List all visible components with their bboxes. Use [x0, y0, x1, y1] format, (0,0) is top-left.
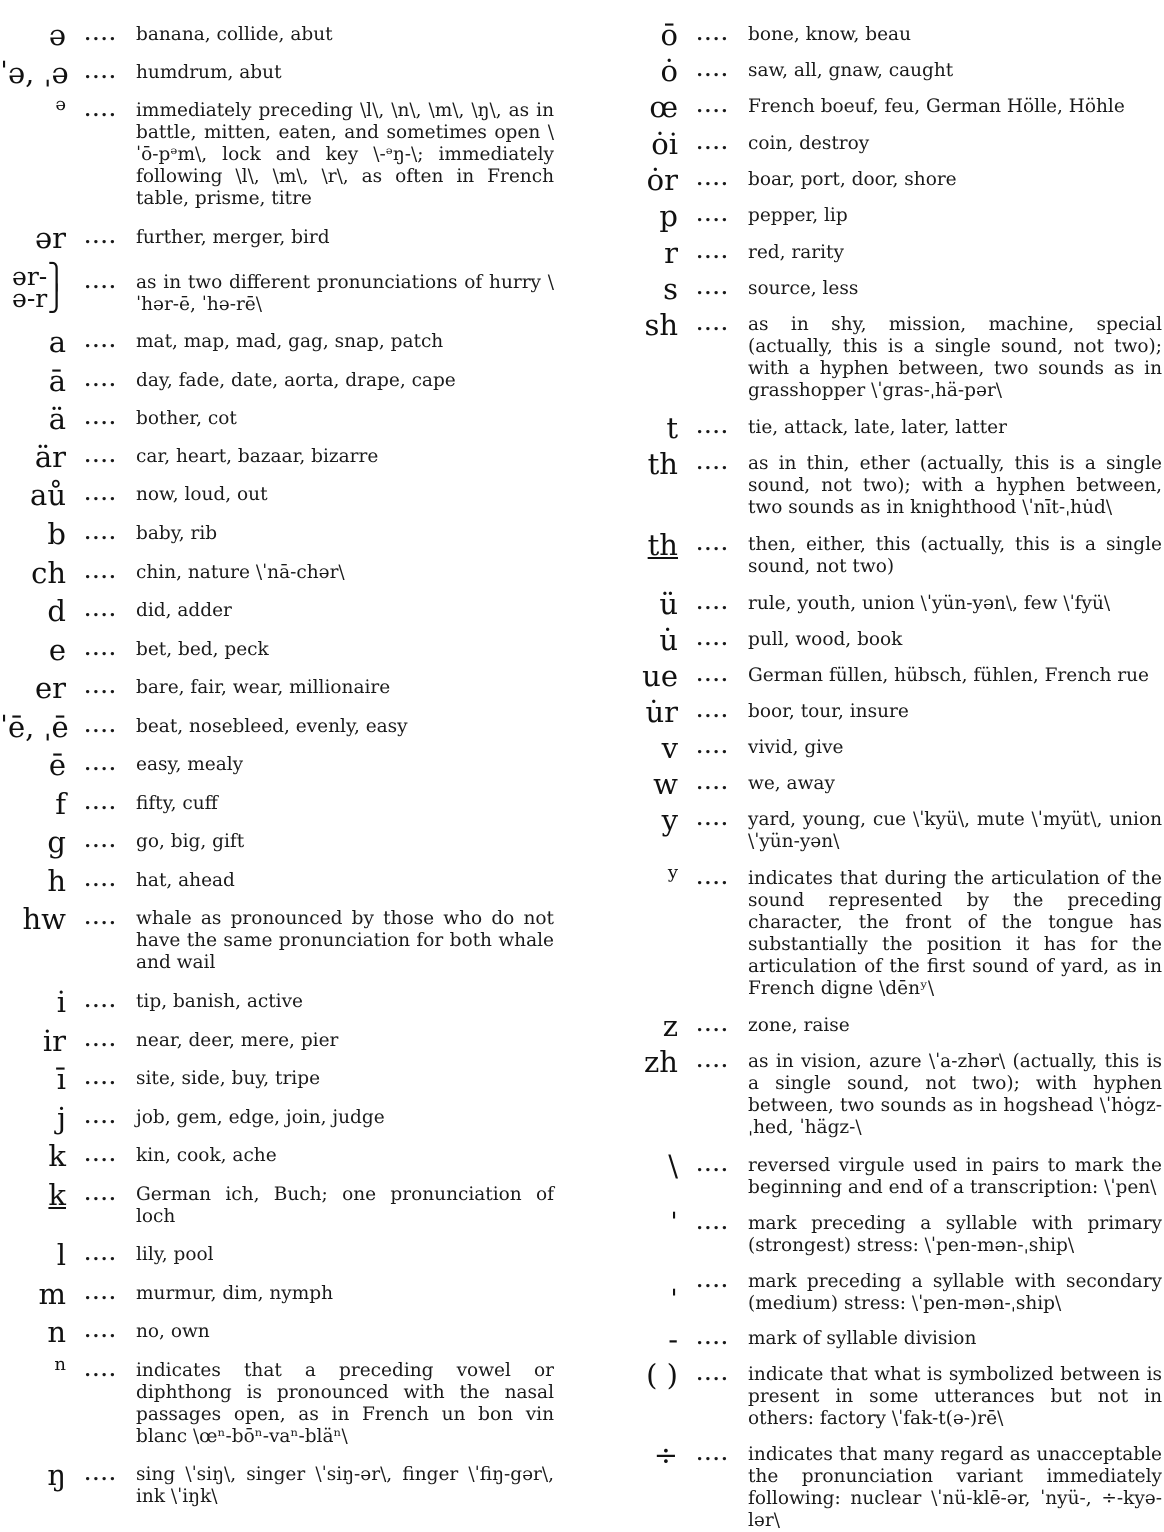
description: source, less	[748, 278, 859, 299]
description: now, loud, out	[136, 484, 268, 505]
symbol: t	[666, 411, 678, 445]
leader-dots: ....	[696, 629, 730, 650]
description: lily, pool	[136, 1244, 214, 1265]
symbol: n	[47, 1315, 66, 1349]
symbol: s	[663, 272, 678, 306]
description: site, side, buy, tripe	[136, 1068, 321, 1089]
key-entry	[0, 402, 560, 436]
leader-dots: ....	[84, 272, 118, 293]
leader-dots: ....	[84, 793, 118, 814]
leader-dots: ....	[696, 593, 730, 614]
description: go, big, gift	[136, 831, 245, 852]
key-entry	[610, 1009, 1162, 1043]
symbol: aů	[30, 478, 66, 512]
key-entry	[0, 671, 560, 705]
leader-dots: ....	[84, 870, 118, 891]
symbol: f	[55, 787, 66, 821]
key-entry	[610, 1358, 1162, 1430]
symbol: k	[48, 1178, 66, 1212]
description: yard, young, cue \ˈkyü\, mute \ˈmyüt\, union \ˈyün-yən\	[748, 809, 1162, 852]
symbol: th	[647, 447, 678, 481]
symbol: ə	[48, 18, 66, 52]
key-entry	[0, 18, 560, 52]
symbol: hw	[22, 902, 66, 936]
key-entry	[610, 659, 1162, 693]
symbol: e	[48, 633, 66, 667]
key-entry	[0, 517, 560, 551]
leader-dots: ....	[84, 331, 118, 352]
symbol: b	[47, 517, 66, 551]
leader-dots: ....	[696, 1051, 730, 1072]
symbol: ÷	[653, 1438, 678, 1472]
description: tip, banish, active	[136, 991, 303, 1012]
symbol: k	[48, 1139, 66, 1173]
leader-dots: ....	[696, 60, 730, 81]
symbol: r	[664, 236, 678, 270]
leader-dots: ....	[84, 831, 118, 852]
leader-dots: ....	[696, 773, 730, 794]
description: boor, tour, insure	[748, 701, 909, 722]
symbol: ˈə, ˌə	[0, 56, 69, 90]
symbol: th	[647, 528, 678, 562]
symbol: ō	[660, 18, 678, 52]
leader-dots: ....	[84, 523, 118, 544]
key-entry	[610, 862, 1162, 1000]
leader-dots: ....	[84, 1283, 118, 1304]
leader-dots: ....	[84, 716, 118, 737]
description: car, heart, bazaar, bizarre	[136, 446, 379, 467]
symbol: v	[661, 731, 678, 765]
leader-dots: ....	[84, 1184, 118, 1205]
leader-dots: ....	[84, 24, 118, 45]
key-entry	[0, 1315, 560, 1349]
key-entry	[0, 985, 560, 1019]
leader-dots: ....	[84, 1068, 118, 1089]
symbol: n	[54, 1354, 66, 1375]
leader-dots: ....	[696, 1364, 730, 1385]
leader-dots: ....	[696, 534, 730, 555]
symbol: sh	[644, 308, 678, 342]
symbol: är	[34, 440, 66, 474]
leader-dots: ....	[84, 991, 118, 1012]
description: bother, cot	[136, 408, 237, 429]
symbol: u̇	[659, 623, 678, 657]
leader-dots: ....	[84, 677, 118, 698]
key-entry	[610, 1149, 1162, 1199]
leader-dots: ....	[696, 1444, 730, 1465]
leader-dots: ....	[696, 1271, 730, 1292]
symbol: ī	[56, 1062, 66, 1096]
symbol: er	[34, 671, 66, 705]
symbol: œ	[649, 90, 678, 124]
description: banana, collide, abut	[136, 24, 333, 45]
key-entry	[0, 633, 560, 667]
description: pepper, lip	[748, 205, 848, 226]
key-entry	[0, 478, 560, 512]
leader-dots: ....	[696, 701, 730, 722]
leader-dots: ....	[84, 639, 118, 660]
description: as in thin, ether (actually, this is a single sound, not two); with a hyphen between, two sounds as in knighthood \ˈnīt-ˌhu̇d\	[748, 453, 1162, 518]
description: easy, mealy	[136, 754, 244, 775]
symbol: ˈ	[670, 1207, 678, 1241]
leader-dots: ....	[84, 600, 118, 621]
key-entry	[610, 1045, 1162, 1139]
symbol: w	[653, 767, 678, 801]
leader-dots: ....	[696, 24, 730, 45]
description: beat, nosebleed, evenly, easy	[136, 716, 408, 737]
leader-dots: ....	[696, 96, 730, 117]
description: we, away	[748, 773, 835, 794]
symbol: i	[56, 985, 66, 1019]
description: tie, attack, late, later, latter	[748, 417, 1007, 438]
key-entry	[0, 56, 560, 90]
symbol: ȯi	[651, 127, 678, 161]
key-entry	[0, 262, 560, 316]
key-entry	[610, 199, 1162, 233]
leader-dots: ....	[84, 100, 118, 121]
description: whale as pronounced by those who do not have the same pronunciation for both whale and wail	[136, 908, 554, 973]
key-entry	[0, 364, 560, 398]
description: indicates that many regard as unacceptable the pronunciation variant immediately following: nuclear \ˈnü-klē-ər, ˈnyü-, ÷-kyə-lər\	[748, 1444, 1162, 1531]
leader-dots: ....	[696, 1015, 730, 1036]
description: bet, bed, peck	[136, 639, 269, 660]
key-entry	[610, 163, 1162, 197]
symbol: ä	[48, 402, 66, 436]
key-entry	[610, 411, 1162, 445]
key-entry	[0, 221, 560, 255]
description: German füllen, hübsch, fühlen, French rue	[748, 665, 1149, 686]
key-entry	[0, 94, 560, 210]
description: kin, cook, ache	[136, 1145, 277, 1166]
leader-dots: ....	[84, 1464, 118, 1485]
leader-dots: ....	[84, 1145, 118, 1166]
key-entry	[0, 825, 560, 859]
key-entry	[610, 1207, 1162, 1257]
description: vivid, give	[748, 737, 844, 758]
leader-dots: ....	[696, 417, 730, 438]
key-entry	[0, 1238, 560, 1272]
key-entry	[0, 1354, 560, 1448]
symbol: y	[661, 803, 678, 837]
key-entry	[0, 710, 560, 744]
description: boar, port, door, shore	[748, 169, 957, 190]
description: near, deer, mere, pier	[136, 1030, 339, 1051]
leader-dots: ....	[84, 408, 118, 429]
key-entry	[0, 325, 560, 359]
description: as in two different pronunciations of hurry \ˈhər-ē, ˈhə-rē\	[136, 272, 554, 315]
symbol: d	[47, 594, 66, 628]
symbol: ə	[55, 94, 66, 115]
leader-dots: ....	[84, 227, 118, 248]
description: baby, rib	[136, 523, 218, 544]
description: job, gem, edge, join, judge	[136, 1107, 385, 1128]
key-entry	[610, 587, 1162, 621]
leader-dots: ....	[696, 1328, 730, 1349]
key-entry	[610, 18, 1162, 52]
symbol: ȯr	[646, 163, 678, 197]
leader-dots: ....	[84, 1107, 118, 1128]
leader-dots: ....	[696, 1155, 730, 1176]
description: humdrum, abut	[136, 62, 282, 83]
leader-dots: ....	[84, 1360, 118, 1381]
symbol: ue	[642, 659, 678, 693]
symbol: p	[659, 199, 678, 233]
key-entry	[0, 1178, 560, 1228]
description: no, own	[136, 1321, 210, 1342]
symbol: zh	[644, 1045, 678, 1079]
symbol: ˌ	[670, 1265, 678, 1299]
leader-dots: ....	[696, 314, 730, 335]
leader-dots: ....	[696, 868, 730, 889]
key-entry	[0, 864, 560, 898]
symbol: y	[667, 862, 678, 883]
description: did, adder	[136, 600, 232, 621]
description: day, fade, date, aorta, drape, cape	[136, 370, 456, 391]
symbol: ir	[42, 1024, 66, 1058]
symbol: ( )	[646, 1358, 678, 1392]
key-entry	[610, 236, 1162, 270]
description: indicates that a preceding vowel or diphthong is pronounced with the nasal passages open, as in French un bon vin blanc \œⁿ-bōⁿ-vaⁿ-bläⁿ\	[136, 1360, 554, 1447]
symbol: ər	[34, 221, 66, 255]
symbol: -	[668, 1322, 678, 1356]
leader-dots: ....	[84, 62, 118, 83]
description: mat, map, mad, gag, snap, patch	[136, 331, 444, 352]
description: bone, know, beau	[748, 24, 912, 45]
symbol: ch	[31, 556, 66, 590]
key-entry	[610, 272, 1162, 306]
description: zone, raise	[748, 1015, 850, 1036]
leader-dots: ....	[696, 242, 730, 263]
leader-dots: ....	[84, 484, 118, 505]
symbol: h	[47, 864, 66, 898]
key-entry	[610, 767, 1162, 801]
description: murmur, dim, nymph	[136, 1283, 334, 1304]
description: bare, fair, wear, millionaire	[136, 677, 391, 698]
key-entry	[0, 748, 560, 782]
key-entry	[610, 54, 1162, 88]
symbol: \	[668, 1149, 678, 1183]
description: saw, all, gnaw, caught	[748, 60, 954, 81]
leader-dots: ....	[696, 205, 730, 226]
description: French boeuf, feu, German Hölle, Höhle	[748, 96, 1125, 117]
key-entry	[610, 731, 1162, 765]
key-entry	[0, 594, 560, 628]
leader-dots: ....	[696, 169, 730, 190]
key-entry	[0, 1024, 560, 1058]
symbol: u̇r	[645, 695, 678, 729]
key-entry	[0, 1277, 560, 1311]
description: indicates that during the articulation of the sound represented by the preceding character, the front of the tongue has substantially the position it has for the articulation of the first sound of yard, as in French digne \dēnʸ\	[748, 868, 1162, 999]
leader-dots: ....	[84, 1030, 118, 1051]
symbol: ü	[659, 587, 678, 621]
description: immediately preceding \l\, \n\, \m\, \ŋ\, as in battle, mitten, eaten, and sometimes open \ˈō-pᵊm\, lock and key \-ᵊŋ-\; immediately following \l\, \m\, \r\, as often in French table, prisme, titre	[136, 100, 554, 209]
description: mark of syllable division	[748, 1328, 977, 1349]
key-entry	[0, 556, 560, 590]
key-entry	[0, 1062, 560, 1096]
description: reversed virgule used in pairs to mark the beginning and end of a transcription: \ˈpen\	[748, 1155, 1162, 1198]
description: pull, wood, book	[748, 629, 903, 650]
description: as in vision, azure \ˈa-zhər\ (actually, this is a single sound, not two); with hyphen between, two sounds as in hogshead \ˈhȯgz-ˌhed, ˈhägz-\	[748, 1051, 1162, 1138]
leader-dots: ....	[696, 278, 730, 299]
leader-dots: ....	[696, 737, 730, 758]
description: further, merger, bird	[136, 227, 330, 248]
symbol: ē	[48, 748, 66, 782]
key-entry	[610, 528, 1162, 578]
symbol: z	[662, 1009, 678, 1043]
leader-dots: ....	[696, 665, 730, 686]
description: mark preceding a syllable with primary (strongest) stress: \ˈpen-mən-ˌship\	[748, 1213, 1162, 1256]
description: chin, nature \ˈnā-chər\	[136, 562, 345, 583]
key-entry	[0, 440, 560, 474]
key-entry	[610, 90, 1162, 124]
leader-dots: ....	[84, 1321, 118, 1342]
key-entry	[610, 127, 1162, 161]
symbol: a	[48, 325, 66, 359]
key-entry	[0, 1101, 560, 1135]
symbol: ˈē, ˌē	[0, 710, 69, 744]
key-entry	[0, 902, 560, 974]
symbol: l	[56, 1238, 66, 1272]
description: then, either, this (actually, this is a single sound, not two)	[748, 534, 1162, 577]
key-entry	[610, 695, 1162, 729]
key-entry	[610, 1265, 1162, 1315]
symbol: j	[57, 1101, 66, 1135]
description: fifty, cuff	[136, 793, 218, 814]
leader-dots: ....	[84, 370, 118, 391]
key-entry	[610, 1438, 1162, 1532]
description: hat, ahead	[136, 870, 235, 891]
symbol: ȯ	[660, 54, 678, 88]
leader-dots: ....	[696, 809, 730, 830]
symbol: ŋ	[47, 1458, 66, 1492]
description: mark preceding a syllable with secondary (medium) stress: \ˈpen-mən-ˌship\	[748, 1271, 1162, 1314]
description: coin, destroy	[748, 133, 870, 154]
leader-dots: ....	[696, 453, 730, 474]
key-entry	[610, 803, 1162, 853]
key-entry	[610, 308, 1162, 402]
key-entry	[610, 623, 1162, 657]
leader-dots: ....	[84, 446, 118, 467]
description: as in shy, mission, machine, special (actually, this is a single sound, not two); with a hyphen between, two sounds as in grasshopper \ˈgras-ˌhä-pər\	[748, 314, 1162, 401]
leader-dots: ....	[696, 1213, 730, 1234]
symbol: ər-⎫ ə-r⎭	[12, 262, 66, 313]
leader-dots: ....	[84, 908, 118, 929]
key-entry	[610, 447, 1162, 519]
key-entry	[610, 1322, 1162, 1356]
leader-dots: ....	[84, 754, 118, 775]
key-entry	[0, 1458, 560, 1508]
description: German ich, Buch; one pronunciation of loch	[136, 1184, 554, 1227]
description: rule, youth, union \ˈyün-yən\, few \ˈfyü\	[748, 593, 1111, 614]
key-entry	[0, 1139, 560, 1173]
leader-dots: ....	[696, 133, 730, 154]
leader-dots: ....	[84, 562, 118, 583]
description: sing \ˈsiŋ\, singer \ˈsiŋ-ər\, finger \ˈfiŋ-gər\, ink \ˈiŋk\	[136, 1464, 554, 1507]
symbol: ā	[48, 364, 66, 398]
leader-dots: ....	[84, 1244, 118, 1265]
description: red, rarity	[748, 242, 844, 263]
description: indicate that what is symbolized between is present in some utterances but not in others: factory \ˈfak-t(ə-)rē\	[748, 1364, 1162, 1429]
key-entry	[0, 787, 560, 821]
symbol: m	[38, 1277, 66, 1311]
symbol: g	[47, 825, 66, 859]
